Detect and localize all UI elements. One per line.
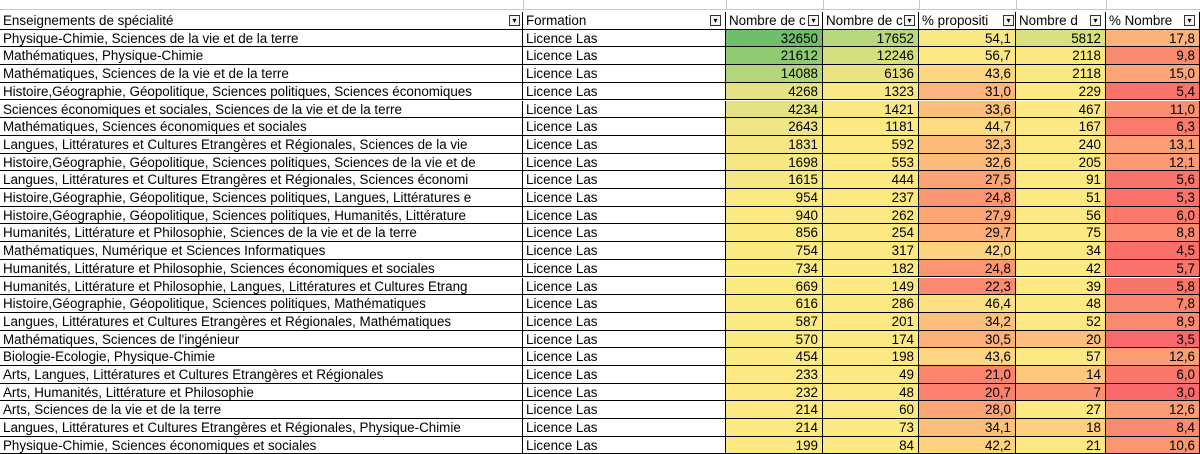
cell-formation[interactable]: Licence Las bbox=[523, 136, 726, 154]
table-row bbox=[0, 136, 1200, 154]
cell-n2[interactable]: 592 bbox=[823, 136, 919, 154]
cell-p1[interactable]: 21,0 bbox=[919, 366, 1016, 384]
cell-n2[interactable]: 73 bbox=[823, 419, 919, 437]
filter-dropdown-icon[interactable]: ▾ bbox=[710, 15, 721, 26]
cell-formation[interactable]: Licence Las bbox=[523, 401, 726, 419]
cell-p2[interactable]: 5,4 bbox=[1106, 83, 1200, 101]
cell-formation[interactable]: Licence Las bbox=[523, 224, 726, 242]
header-row bbox=[0, 12, 1200, 30]
cell-n3[interactable]: 205 bbox=[1016, 154, 1106, 172]
table-row bbox=[0, 348, 1200, 366]
table-row bbox=[0, 83, 1200, 101]
cell-p1[interactable]: 20,7 bbox=[919, 384, 1016, 402]
cell-n1[interactable]: 4268 bbox=[726, 83, 823, 101]
cell-formation[interactable]: Licence Las bbox=[523, 101, 726, 119]
cell-p1[interactable]: 42,0 bbox=[919, 242, 1016, 260]
cell-p1[interactable]: 34,2 bbox=[919, 313, 1016, 331]
cell-p1[interactable]: 42,2 bbox=[919, 437, 1016, 454]
cell-p2[interactable]: 7,8 bbox=[1106, 295, 1200, 313]
cell-n3[interactable]: 51 bbox=[1016, 189, 1106, 207]
cell-formation[interactable]: Licence Las bbox=[523, 65, 726, 83]
cell-p2[interactable]: 12,1 bbox=[1106, 154, 1200, 172]
cell-n1[interactable]: 940 bbox=[726, 207, 823, 225]
cell-n1[interactable]: 214 bbox=[726, 401, 823, 419]
cell-n3[interactable]: 467 bbox=[1016, 101, 1106, 119]
cell-n3[interactable]: 27 bbox=[1016, 401, 1106, 419]
cell-specialty[interactable]: Arts, Sciences de la vie et de la terre bbox=[0, 401, 523, 419]
cell-p1[interactable]: 54,1 bbox=[919, 30, 1016, 48]
cell-n1[interactable]: 754 bbox=[726, 242, 823, 260]
cell-specialty[interactable]: Mathématiques, Physique-Chimie bbox=[0, 47, 523, 65]
table-row bbox=[0, 30, 1200, 48]
cell-formation[interactable]: Licence Las bbox=[523, 437, 726, 454]
cell-n2[interactable]: 174 bbox=[823, 331, 919, 349]
table-row bbox=[0, 401, 1200, 419]
cell-n1[interactable]: 587 bbox=[726, 313, 823, 331]
cell-p2[interactable]: 5,3 bbox=[1106, 189, 1200, 207]
filter-dropdown-icon[interactable]: ▾ bbox=[1003, 15, 1014, 26]
table-row bbox=[0, 331, 1200, 349]
cell-formation[interactable]: Licence Las bbox=[523, 313, 726, 331]
cell-n3[interactable]: 34 bbox=[1016, 242, 1106, 260]
cell-n2[interactable]: 6136 bbox=[823, 65, 919, 83]
cell-n2[interactable]: 60 bbox=[823, 401, 919, 419]
cell-n2[interactable]: 1421 bbox=[823, 101, 919, 119]
cell-p2[interactable]: 11,0 bbox=[1106, 101, 1200, 119]
cell-n3[interactable]: 75 bbox=[1016, 224, 1106, 242]
column-header-label: Nombre d bbox=[1019, 13, 1078, 28]
cell-n1[interactable]: 856 bbox=[726, 224, 823, 242]
cell-p2[interactable]: 13,1 bbox=[1106, 136, 1200, 154]
cell-n1[interactable]: 4234 bbox=[726, 101, 823, 119]
cell-formation[interactable]: Licence Las bbox=[523, 30, 726, 48]
cell-n2[interactable]: 198 bbox=[823, 348, 919, 366]
table-row bbox=[0, 65, 1200, 83]
cell-specialty[interactable]: Humanités, Littérature et Philosophie, Sciences de la vie et de la terre bbox=[0, 224, 523, 242]
filter-dropdown-icon[interactable]: ▾ bbox=[904, 15, 915, 26]
cell-specialty[interactable]: Biologie-Ecologie, Physique-Chimie bbox=[0, 348, 523, 366]
cell-p2[interactable]: 17,8 bbox=[1106, 30, 1200, 48]
cell-p2[interactable]: 8,9 bbox=[1106, 313, 1200, 331]
cell-n2[interactable]: 49 bbox=[823, 366, 919, 384]
table-row bbox=[0, 260, 1200, 278]
cell-p1[interactable]: 43,6 bbox=[919, 65, 1016, 83]
cell-n1[interactable]: 2643 bbox=[726, 118, 823, 136]
table-row bbox=[0, 154, 1200, 172]
cell-specialty[interactable]: Langues, Littératures et Cultures Etrangères et Régionales, Sciences de la vie bbox=[0, 136, 523, 154]
cell-n3[interactable]: 167 bbox=[1016, 118, 1106, 136]
cell-n3[interactable]: 7 bbox=[1016, 384, 1106, 402]
cell-specialty[interactable]: Physique-Chimie, Sciences économiques et sociales bbox=[0, 437, 523, 454]
cell-n1[interactable]: 14088 bbox=[726, 65, 823, 83]
cell-p1[interactable]: 22,3 bbox=[919, 278, 1016, 296]
column-header[interactable] bbox=[523, 12, 726, 30]
cell-p1[interactable]: 31,0 bbox=[919, 83, 1016, 101]
table-row bbox=[0, 419, 1200, 437]
cell-specialty[interactable]: Sciences économiques et sociales, Sciences de la vie et de la terre bbox=[0, 101, 523, 119]
filter-dropdown-icon[interactable]: ▾ bbox=[808, 15, 819, 26]
cell-p2[interactable]: 8,4 bbox=[1106, 419, 1200, 437]
cell-specialty[interactable]: Langues, Littératures et Cultures Etrangères et Régionales, Mathématiques bbox=[0, 313, 523, 331]
cell-n2[interactable]: 1181 bbox=[823, 118, 919, 136]
table-row bbox=[0, 366, 1200, 384]
cell-p1[interactable]: 44,7 bbox=[919, 118, 1016, 136]
cell-n3[interactable]: 18 bbox=[1016, 419, 1106, 437]
table-row bbox=[0, 295, 1200, 313]
cell-formation[interactable]: Licence Las bbox=[523, 348, 726, 366]
cell-formation[interactable]: Licence Las bbox=[523, 47, 726, 65]
cell-n1[interactable]: 570 bbox=[726, 331, 823, 349]
cell-n2[interactable]: 262 bbox=[823, 207, 919, 225]
cell-p2[interactable]: 5,7 bbox=[1106, 260, 1200, 278]
table-row bbox=[0, 207, 1200, 225]
cell-p1[interactable]: 24,8 bbox=[919, 260, 1016, 278]
table-row bbox=[0, 242, 1200, 260]
cell-n3[interactable]: 21 bbox=[1016, 437, 1106, 454]
filter-dropdown-icon[interactable]: ▾ bbox=[1184, 15, 1195, 26]
cell-n3[interactable]: 2118 bbox=[1016, 65, 1106, 83]
table-row bbox=[0, 313, 1200, 331]
cell-formation[interactable]: Licence Las bbox=[523, 171, 726, 189]
cell-p1[interactable]: 27,9 bbox=[919, 207, 1016, 225]
cell-n3[interactable]: 42 bbox=[1016, 260, 1106, 278]
cell-n1[interactable]: 32650 bbox=[726, 30, 823, 48]
cell-formation[interactable]: Licence Las bbox=[523, 83, 726, 101]
cell-p1[interactable]: 29,7 bbox=[919, 224, 1016, 242]
cell-p2[interactable]: 3,5 bbox=[1106, 331, 1200, 349]
cell-specialty[interactable]: Arts, Langues, Littératures et Cultures Etrangères et Régionales bbox=[0, 366, 523, 384]
cell-specialty[interactable]: Arts, Humanités, Littérature et Philosophie bbox=[0, 384, 523, 402]
cell-n1[interactable]: 734 bbox=[726, 260, 823, 278]
cell-n3[interactable]: 14 bbox=[1016, 366, 1106, 384]
table-row bbox=[0, 384, 1200, 402]
cell-n1[interactable]: 232 bbox=[726, 384, 823, 402]
cell-n1[interactable]: 1831 bbox=[726, 136, 823, 154]
cell-specialty[interactable]: Mathématiques, Numérique et Sciences Informatiques bbox=[0, 242, 523, 260]
cell-formation[interactable]: Licence Las bbox=[523, 189, 726, 207]
cell-specialty[interactable]: Humanités, Littérature et Philosophie, Langues, Littératures et Cultures Etrang bbox=[0, 278, 523, 296]
cell-formation[interactable]: Licence Las bbox=[523, 278, 726, 296]
cell-n2[interactable]: 84 bbox=[823, 437, 919, 454]
cell-n3[interactable]: 56 bbox=[1016, 207, 1106, 225]
table-row bbox=[0, 171, 1200, 189]
cell-p2[interactable]: 6,0 bbox=[1106, 366, 1200, 384]
cell-n2[interactable]: 48 bbox=[823, 384, 919, 402]
cell-specialty[interactable]: Histoire,Géographie, Géopolitique, Sciences politiques, Sciences de la vie et de bbox=[0, 154, 523, 172]
column-header-label: Formation bbox=[526, 13, 587, 28]
cell-specialty[interactable]: Histoire,Géographie, Géopolitique, Sciences politiques, Langues, Littératures e bbox=[0, 189, 523, 207]
column-header-label: % propositi bbox=[922, 13, 989, 28]
cell-n3[interactable]: 57 bbox=[1016, 348, 1106, 366]
cell-p2[interactable]: 12,6 bbox=[1106, 401, 1200, 419]
filter-dropdown-icon[interactable]: ▾ bbox=[509, 15, 520, 26]
cell-n3[interactable]: 39 bbox=[1016, 278, 1106, 296]
table-row bbox=[0, 101, 1200, 119]
cell-n3[interactable]: 20 bbox=[1016, 331, 1106, 349]
cell-n3[interactable]: 52 bbox=[1016, 313, 1106, 331]
cell-p2[interactable]: 12,6 bbox=[1106, 348, 1200, 366]
cell-specialty[interactable]: Histoire,Géographie, Géopolitique, Sciences politiques, Sciences économiques bbox=[0, 83, 523, 101]
cell-n2[interactable]: 444 bbox=[823, 171, 919, 189]
cell-formation[interactable]: Licence Las bbox=[523, 419, 726, 437]
cell-p1[interactable]: 32,3 bbox=[919, 136, 1016, 154]
cell-formation[interactable]: Licence Las bbox=[523, 207, 726, 225]
column-header-label: Enseignements de spécialité bbox=[3, 13, 174, 28]
cell-p1[interactable]: 24,8 bbox=[919, 189, 1016, 207]
table-row bbox=[0, 224, 1200, 242]
cell-p1[interactable]: 33,6 bbox=[919, 101, 1016, 119]
cell-formation[interactable]: Licence Las bbox=[523, 295, 726, 313]
cell-p1[interactable]: 30,5 bbox=[919, 331, 1016, 349]
cell-formation[interactable]: Licence Las bbox=[523, 384, 726, 402]
table-row bbox=[0, 189, 1200, 207]
cell-specialty[interactable]: Histoire,Géographie, Géopolitique, Sciences politiques, Mathématiques bbox=[0, 295, 523, 313]
filter-dropdown-icon[interactable]: ▾ bbox=[1090, 15, 1101, 26]
cell-n3[interactable]: 2118 bbox=[1016, 47, 1106, 65]
cell-n2[interactable]: 182 bbox=[823, 260, 919, 278]
cell-n2[interactable]: 553 bbox=[823, 154, 919, 172]
cell-p2[interactable]: 4,5 bbox=[1106, 242, 1200, 260]
cell-p1[interactable]: 27,5 bbox=[919, 171, 1016, 189]
cell-p1[interactable]: 32,6 bbox=[919, 154, 1016, 172]
cell-formation[interactable]: Licence Las bbox=[523, 154, 726, 172]
cell-p2[interactable]: 15,0 bbox=[1106, 65, 1200, 83]
cell-p2[interactable]: 9,8 bbox=[1106, 47, 1200, 65]
cell-p2[interactable]: 10,6 bbox=[1106, 437, 1200, 454]
cell-n2[interactable]: 149 bbox=[823, 278, 919, 296]
cell-n1[interactable]: 233 bbox=[726, 366, 823, 384]
column-header-label: Nombre de c bbox=[729, 13, 806, 28]
cell-n1[interactable]: 199 bbox=[726, 437, 823, 454]
cell-p2[interactable]: 3,0 bbox=[1106, 384, 1200, 402]
cell-p1[interactable]: 46,4 bbox=[919, 295, 1016, 313]
cell-n2[interactable]: 12246 bbox=[823, 47, 919, 65]
column-header-label: Nombre de c bbox=[826, 13, 903, 28]
cell-n3[interactable]: 229 bbox=[1016, 83, 1106, 101]
cell-n3[interactable]: 48 bbox=[1016, 295, 1106, 313]
table-row bbox=[0, 47, 1200, 65]
cell-p2[interactable]: 6,3 bbox=[1106, 118, 1200, 136]
cell-n1[interactable]: 1615 bbox=[726, 171, 823, 189]
cell-n1[interactable]: 454 bbox=[726, 348, 823, 366]
cell-formation[interactable]: Licence Las bbox=[523, 242, 726, 260]
column-header-label: % Nombre bbox=[1109, 13, 1173, 28]
cell-n2[interactable]: 317 bbox=[823, 242, 919, 260]
cell-n2[interactable]: 17652 bbox=[823, 30, 919, 48]
cell-n1[interactable]: 214 bbox=[726, 419, 823, 437]
table-row bbox=[0, 278, 1200, 296]
cell-n1[interactable]: 954 bbox=[726, 189, 823, 207]
cell-n2[interactable]: 237 bbox=[823, 189, 919, 207]
cell-specialty[interactable]: Histoire,Géographie, Géopolitique, Sciences politiques, Humanités, Littérature bbox=[0, 207, 523, 225]
table-row bbox=[0, 118, 1200, 136]
cell-n2[interactable]: 254 bbox=[823, 224, 919, 242]
cell-n1[interactable]: 1698 bbox=[726, 154, 823, 172]
table-row bbox=[0, 437, 1200, 454]
cell-formation[interactable]: Licence Las bbox=[523, 260, 726, 278]
cell-n3[interactable]: 240 bbox=[1016, 136, 1106, 154]
cell-n1[interactable]: 616 bbox=[726, 295, 823, 313]
cell-specialty[interactable]: Mathématiques, Sciences de la vie et de la terre bbox=[0, 65, 523, 83]
cell-p2[interactable]: 5,8 bbox=[1106, 278, 1200, 296]
column-header[interactable] bbox=[919, 12, 1016, 30]
cell-n2[interactable]: 286 bbox=[823, 295, 919, 313]
cell-specialty[interactable]: Humanités, Littérature et Philosophie, Sciences économiques et sociales bbox=[0, 260, 523, 278]
cell-specialty[interactable]: Langues, Littératures et Cultures Etrangères et Régionales, Sciences économi bbox=[0, 171, 523, 189]
cell-specialty[interactable]: Mathématiques, Sciences économiques et sociales bbox=[0, 118, 523, 136]
cell-p1[interactable]: 34,1 bbox=[919, 419, 1016, 437]
column-header-strip bbox=[0, 0, 1200, 10]
cell-n2[interactable]: 1323 bbox=[823, 83, 919, 101]
cell-n3[interactable]: 5812 bbox=[1016, 30, 1106, 48]
cell-n3[interactable]: 91 bbox=[1016, 171, 1106, 189]
cell-p2[interactable]: 8,8 bbox=[1106, 224, 1200, 242]
cell-n1[interactable]: 669 bbox=[726, 278, 823, 296]
cell-specialty[interactable]: Physique-Chimie, Sciences de la vie et de la terre bbox=[0, 30, 523, 48]
column-header[interactable] bbox=[0, 12, 523, 30]
cell-n1[interactable]: 21612 bbox=[726, 47, 823, 65]
cell-formation[interactable]: Licence Las bbox=[523, 331, 726, 349]
cell-p2[interactable]: 6,0 bbox=[1106, 207, 1200, 225]
cell-formation[interactable]: Licence Las bbox=[523, 118, 726, 136]
cell-n2[interactable]: 201 bbox=[823, 313, 919, 331]
cell-formation[interactable]: Licence Las bbox=[523, 366, 726, 384]
cell-p1[interactable]: 43,6 bbox=[919, 348, 1016, 366]
cell-p1[interactable]: 28,0 bbox=[919, 401, 1016, 419]
cell-p2[interactable]: 5,6 bbox=[1106, 171, 1200, 189]
cell-specialty[interactable]: Langues, Littératures et Cultures Etrangères et Régionales, Physique-Chimie bbox=[0, 419, 523, 437]
cell-p1[interactable]: 56,7 bbox=[919, 47, 1016, 65]
cell-specialty[interactable]: Mathématiques, Sciences de l'ingénieur bbox=[0, 331, 523, 349]
